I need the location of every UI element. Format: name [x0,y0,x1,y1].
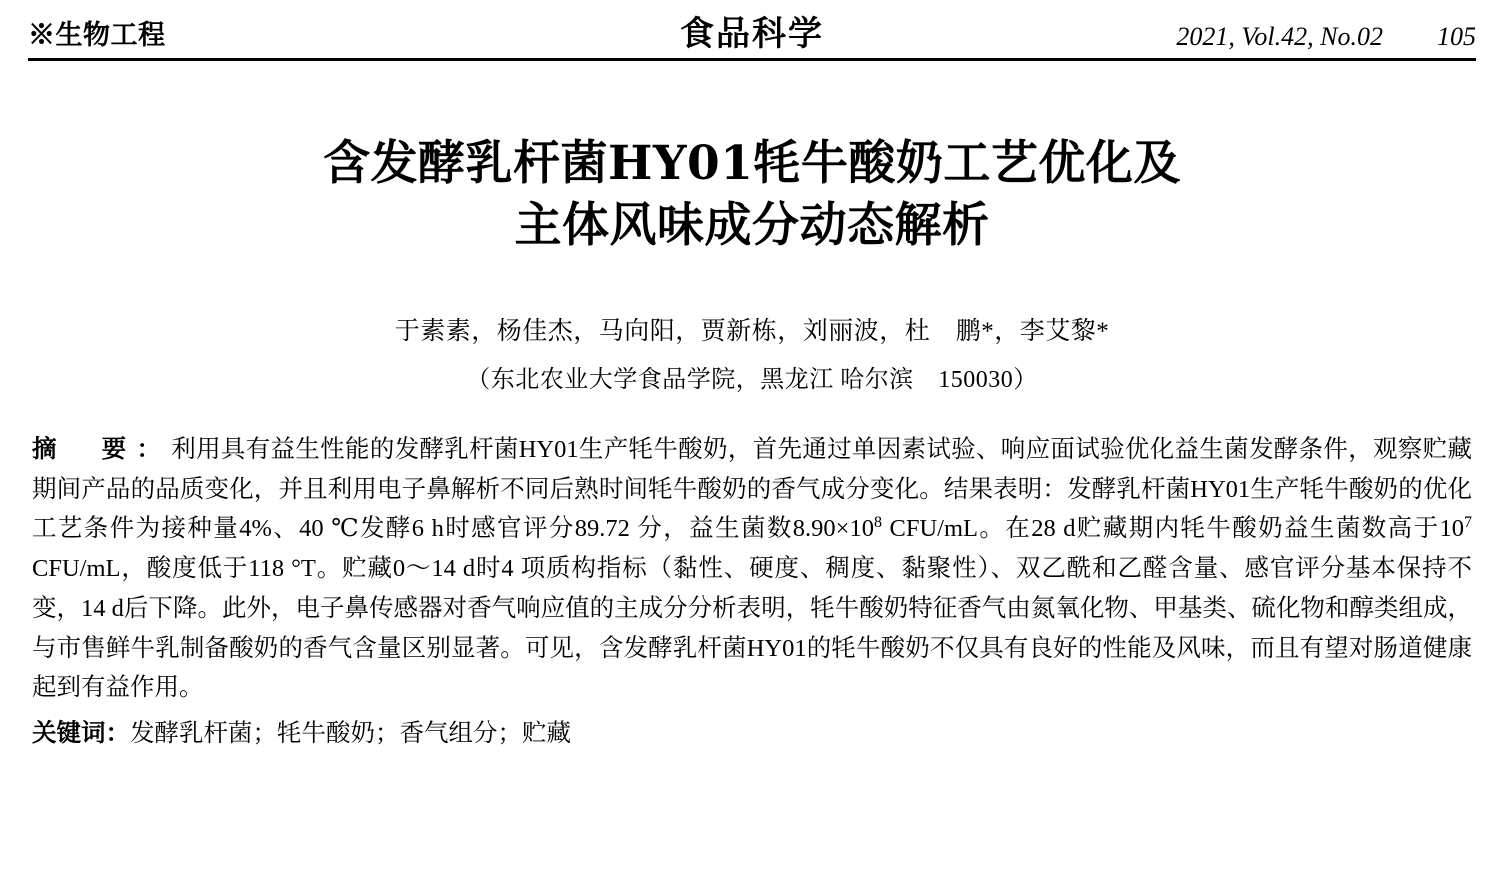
keywords [24,714,1480,754]
running-head-issue: 2021, Vol.42, No.02 [1176,22,1383,51]
author-affiliation: （东北农业大学食品学院，黑龙江 哈尔滨 150030） [466,367,1038,394]
running-head [24,0,1480,56]
keywords-label: 关键词： [32,719,130,747]
keywords-value: 发酵乳杆菌；牦牛酸奶；香气组分；贮藏 [130,719,571,747]
abstract [24,430,1480,708]
header-divider [28,58,1476,61]
abstract-superscript-2: 7 [1464,514,1472,532]
abstract-text-part-3: CFU/mL，酸度低于118 °T。贮藏0～14 d时4 项质构指标（黏性、硬度、稠度、黏聚性）、双乙酰和乙醛含量、感官评分基本保持不变，14 d后下降。此外，电子鼻传感器对香气响应值的主成分分析表明，牦牛酸奶特征香气由氮氧化物、甲基类、硫化物和醇类组成，与市售鲜牛乳制备酸奶的香气含量区别显著。可见，含发酵乳杆菌HY01的牦牛酸奶不仅具有良好的性能及风味，而且有望对肠道健康起到有益作用。 [32,555,1472,702]
page-number: 105 [1437,22,1476,51]
article-title-line-1: 含发酵乳杆菌HY01牦牛酸奶工艺优化及 [323,136,1181,191]
article-title [24,133,1480,257]
running-head-section: ※生物工程 [28,20,166,51]
running-head-journal-name: 食品科学 [680,14,824,54]
author-list: 于素素，杨佳杰，马向阳，贾新栋，刘丽波，杜 鹏*，李艾黎* [394,318,1110,346]
running-head-right [1176,22,1476,52]
abstract-label: 摘 要： [32,436,172,464]
article-title-line-2: 主体风味成分动态解析 [514,198,990,254]
abstract-text-part-2: CFU/mL。在28 d贮藏期内牦牛酸奶益生菌数高于10 [881,515,1464,543]
abstract-superscript-1: 8 [873,514,882,532]
abstract-text-part-1: 利用具有益生性能的发酵乳杆菌HY01生产牦牛酸奶，首先通过单因素试验、响应面试验优化益生菌发酵条件，观察贮藏期间产品的品质变化，并且利用电子鼻解析不同后熟时间牦牛酸奶的香气成分变化。结果表明：发酵乳杆菌HY01生产牦牛酸奶的优化工艺条件为接种量4%、40 ℃发酵6 h时感官评分89.72 分，益生菌数8.90×10 [32,436,1473,543]
